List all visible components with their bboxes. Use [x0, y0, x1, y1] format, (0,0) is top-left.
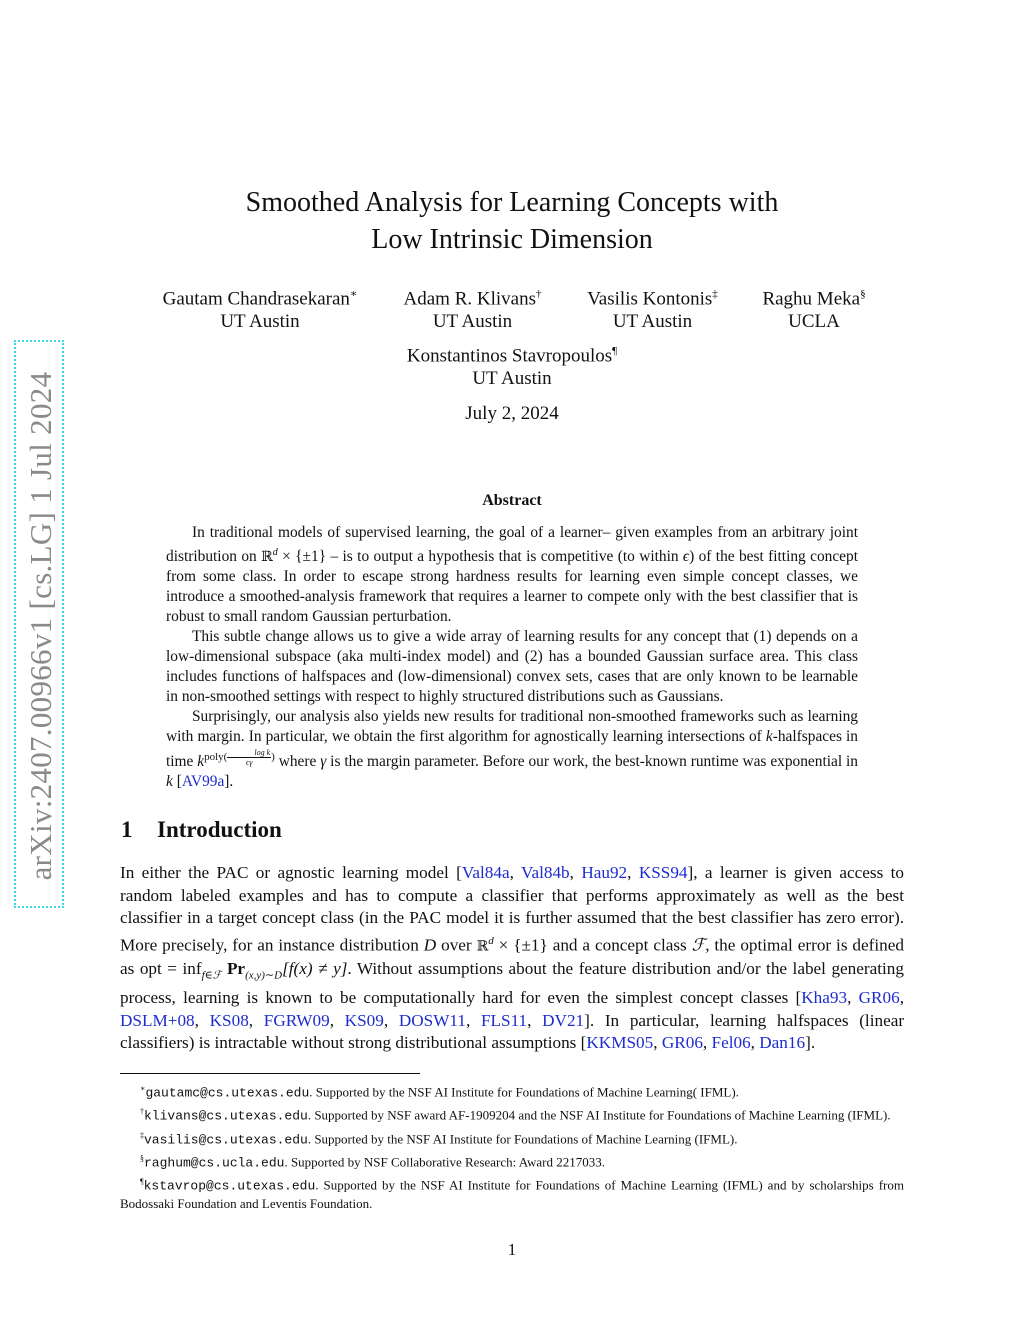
page-number: 1: [507, 1240, 517, 1259]
author-block: [362, 340, 662, 390]
citation-link[interactable]: Kha93: [801, 988, 848, 1008]
citation-link[interactable]: Dan16: [759, 1033, 806, 1053]
citation-link[interactable]: GR06: [858, 988, 900, 1008]
citation-link[interactable]: DSLM+08: [120, 1010, 195, 1030]
author-name: Raghu Meka: [762, 288, 861, 310]
citation-link[interactable]: Hau92: [581, 863, 628, 882]
citation-link[interactable]: KS09: [344, 1010, 384, 1030]
citation-link[interactable]: KKMS05: [586, 1033, 654, 1053]
citation-link[interactable]: FGRW09: [263, 1010, 330, 1030]
abstract-paragraph: Surprisingly, our analysis also yields new results for traditional non-smoothed frameworks such as learning with margin. In particular, we obtain the first algorithm for agnostically learning intersections of k-halfspaces in time $k^{poly( \frac{\text{log k}}{\epsilon\gamma})}$ where γ is the margin parameter. Before our work, the best-known runtime was exponential in k [AV99a].: [166, 708, 858, 791]
author-affiliation: UT Austin: [220, 311, 300, 333]
author-block: [570, 283, 735, 333]
citation-link[interactable]: KS08: [209, 1010, 249, 1030]
footnote: ∗gautamc@cs.utexas.edu. Supported by the NSF AI Institute for Foundations of Machine Learning( IFML).: [140, 1084, 739, 1101]
footnote: ¶kstavrop@cs.utexas.edu. Supported by the NSF AI Institute for Foundations of Machine Learning (IFML) and by scholarships from Bodossaki Foundation and Leventis Foundation.: [120, 1177, 904, 1211]
footnote-email[interactable]: kstavrop@cs.utexas.edu: [143, 1178, 316, 1194]
footnote-divider: [120, 1073, 420, 1074]
citation-link[interactable]: GR06: [661, 1033, 703, 1053]
author-block: [150, 283, 370, 333]
author-name: Vasilis Kontonis: [587, 288, 713, 310]
paper-date: July 2, 2024: [465, 403, 559, 424]
footnote: ‡vasilis@cs.utexas.edu. Supported by the NSF AI Institute for Foundations of Machine Learning (IFML).: [140, 1130, 738, 1147]
footnote-email[interactable]: vasilis@cs.utexas.edu: [144, 1131, 308, 1147]
author-mark: †: [535, 288, 542, 300]
arxiv-sidebar: [14, 340, 64, 908]
footnote-email[interactable]: gautamc@cs.utexas.edu: [145, 1085, 310, 1101]
footnote: §raghum@cs.ucla.edu. Supported by NSF Collaborative Research: Award 2217033.: [140, 1153, 605, 1171]
author-block: [390, 283, 555, 333]
section-title: Introduction: [157, 817, 282, 842]
abstract-paragraph: In traditional models of supervised learning, the goal of a learner– given examples from an arbitrary joint distribution on ℝ$^d$ × {±1} – is to output a hypothesis that is competitive (to within ϵ) of the best fitting concept from some class. In order to escape strong hardness results for learning even simple concept classes, we introduce a smoothed-analysis framework that requires a learner to compete only with the best classifier that is robust to small random Gaussian perturbation.: [166, 524, 858, 626]
citation-link[interactable]: DOSW11: [398, 1010, 466, 1030]
author-affiliation: UCLA: [788, 311, 840, 333]
section-number: 1: [121, 817, 133, 842]
introduction-paragraph: In either the PAC or agnostic learning model [Val84a, Val84b, Hau92, KSS94], a learner is given access to random labeled examples and has to compute a classifier that performs approximately as well as the best classifier in a target concept class (in the PAC model it is further assumed that the best classifier has zero error). More precisely, for an instance distribution D over ℝ$^d$ × {±1} and a concept class ℱ, the optimal error is defined as opt = inf$_{f\in ℱ}$ $Pr_{(x,y)\sim D}[f(x) \ne y]$. Without assumptions about the feature distribution and/or the label generating process, learning is known to be computationally hard for even the simplest concept classes [Kha93, GR06, DSLM+08, KS08, FGRW09, KS09, DOSW11, FLS11, DV21]. In particular, learning halfspaces (linear classifiers) is intractable without strong distributional assumptions [KKMS05, GR06, Fel06, Dan16].: [120, 863, 905, 1053]
abstract-heading: Abstract: [482, 492, 542, 509]
arxiv-identifier[interactable]: arXiv:2407.00966v1 [cs.LG] 1 Jul 2024: [23, 371, 58, 881]
author-mark: ¶: [612, 345, 618, 357]
author-name: Adam R. Klivans: [403, 288, 536, 310]
author-affiliation: UT Austin: [612, 311, 693, 333]
title-line-2: Low Intrinsic Dimension: [371, 224, 653, 255]
author-affiliation: UT Austin: [432, 311, 513, 333]
footnote: †klivans@cs.utexas.edu. Supported by NSF award AF-1909204 and the NSF AI Institute for Foundations of Machine Learning (IFML).: [140, 1107, 891, 1124]
citation-link[interactable]: DV21: [542, 1010, 585, 1030]
citation-link[interactable]: Val84a: [461, 863, 510, 882]
footnote-email[interactable]: klivans@cs.utexas.edu: [144, 1108, 308, 1124]
footnotes: [120, 1080, 904, 1212]
abstract-paragraph: This subtle change allows us to give a wide array of learning results for any concept that (1) depends on a low-dimensional subspace (aka multi-index model) and (2) has a bounded Gaussian surface area. This class includes functions of halfspaces and (low-dimensional) convex sets, cases that are only known to be learnable in non-smoothed settings with respect to highly structured distributions such as Gaussians.: [166, 628, 858, 706]
author-block: [748, 283, 880, 333]
footnote-email[interactable]: raghum@cs.ucla.edu: [144, 1155, 285, 1171]
citation-link[interactable]: Val84b: [520, 863, 570, 882]
author-mark: ∗: [349, 288, 358, 300]
author-mark: ‡: [712, 288, 718, 300]
section-heading: [121, 817, 282, 843]
author-name: Konstantinos Stavropoulos: [406, 345, 613, 367]
citation-link[interactable]: AV99a: [181, 773, 225, 791]
citation-link[interactable]: FLS11: [480, 1010, 528, 1030]
paper-title: [0, 184, 1024, 258]
author-mark: §: [860, 288, 866, 300]
author-affiliation: UT Austin: [472, 368, 552, 390]
citation-link[interactable]: Fel06: [711, 1033, 751, 1053]
title-line-1: Smoothed Analysis for Learning Concepts with: [245, 187, 779, 218]
citation-link[interactable]: KSS94: [638, 863, 688, 882]
abstract-body: [166, 523, 858, 792]
author-name: Gautam Chandrasekaran: [162, 288, 350, 310]
